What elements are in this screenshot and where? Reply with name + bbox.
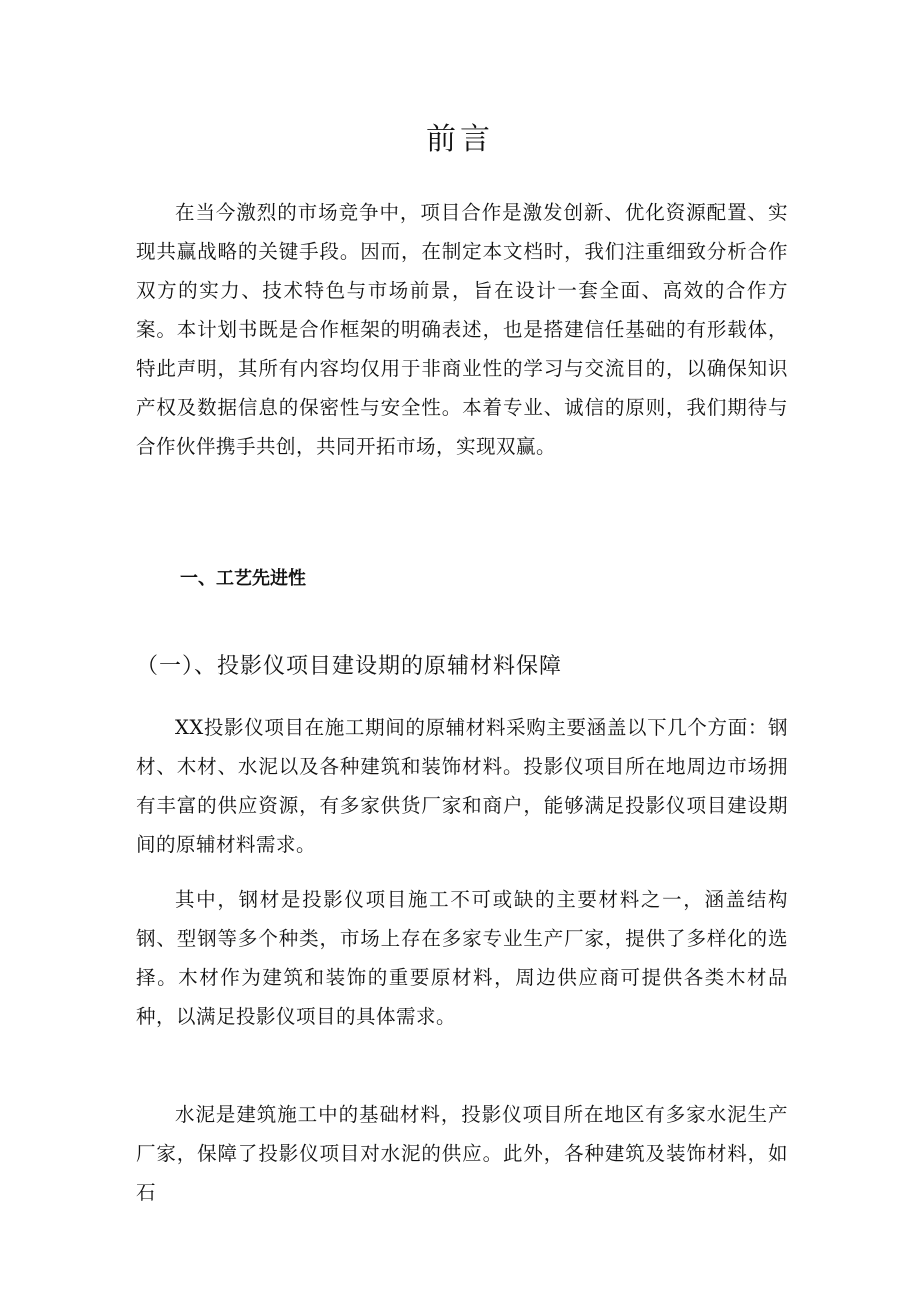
- section-heading: 一、工艺先进性: [180, 568, 306, 589]
- subsection-heading: （一）、投影仪项目建设期的原辅材料保障: [136, 654, 563, 679]
- body-paragraph-1: XX投影仪项目在施工期间的原辅材料采购主要涵盖以下几个方面：钢材、木材、水泥以及各种建筑和装饰材料。投影仪项目所在地周边市场拥有丰富的供应资源，有多家供货厂家和商户，能够满足投影仪项目建设期间的原辅材料需求。: [136, 716, 788, 856]
- body-paragraph-2: 其中，钢材是投影仪项目施工不可或缺的主要材料之一，涵盖结构钢、型钢等多个种类，市场上存在多家专业生产厂家，提供了多样化的选择。木材作为建筑和装饰的重要原材料，周边供应商可提供各类木材品种，以满足投影仪项目的具体需求。: [136, 888, 788, 1028]
- body-paragraph-3: 水泥是建筑施工中的基础材料，投影仪项目所在地区有多家水泥生产厂家，保障了投影仪项目对水泥的供应。此外，各种建筑及装饰材料，如石: [136, 1103, 788, 1204]
- preface-paragraph: 在当今激烈的市场竞争中，项目合作是激发创新、优化资源配置、实现共赢战略的关键手段。因而，在制定本文档时，我们注重细致分析合作双方的实力、技术特色与市场前景，旨在设计一套全面、高效的合作方案。本计划书既是合作框架的明确表述，也是搭建信任基础的有形载体，特此声明，其所有内容均仅用于非商业性的学习与交流目的，以确保知识产权及数据信息的保密性与安全性。本着专业、诚信的原则，我们期待与合作伙伴携手共创，共同开拓市场，实现双赢。: [136, 201, 788, 458]
- page-title: 前言: [426, 122, 494, 157]
